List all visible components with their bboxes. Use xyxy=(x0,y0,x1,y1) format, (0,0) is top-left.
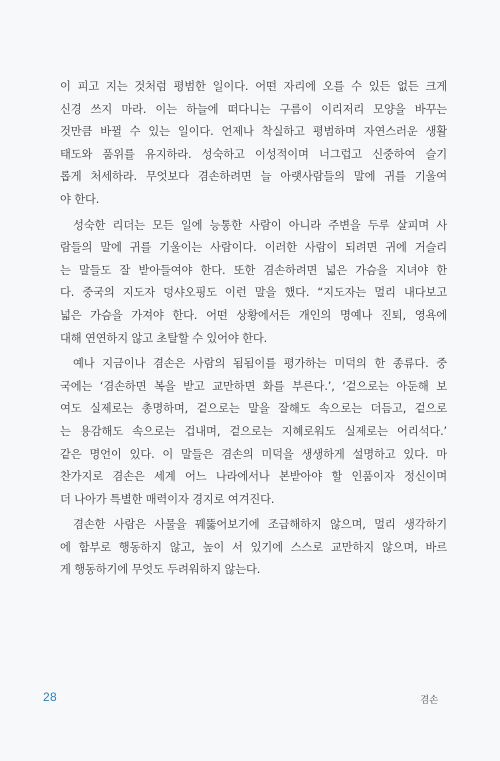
text-line: 람들의 말에 귀를 기울이는 사람이다. 이러한 사람이 되려면 귀에 거슬리 xyxy=(60,241,447,255)
text-line: 국에는 ‘겸손하면 복을 받고 교만하면 화를 부른다.’, ‘겉으로는 아둔해 보 xyxy=(60,379,447,393)
text-line: 넓은 가슴을 가져야 한다. 어떤 상황에서든 개인의 명예나 진퇴, 영욕에 xyxy=(60,308,447,322)
paragraph xyxy=(60,514,447,582)
text-line: 는 용감해도 속으로는 겁내며, 겉으로는 지혜로워도 실제로는 어리석다.’ xyxy=(60,424,447,438)
text-line: 는 말들도 잘 받아들여야 한다. 또한 겸손하려면 넓은 가슴을 지녀야 한 xyxy=(60,263,447,277)
text-line: 겸손한 사람은 사물을 꿰뚫어보기에 조급해하지 않으며, 멀리 생각하기 xyxy=(73,518,447,532)
text-line: 롭게 처세하라. 무엇보다 겸손하려면 늘 아랫사람들의 말에 귀를 기울여 xyxy=(60,170,447,184)
text-line: 다. 중국의 지도자 덩샤오핑도 이런 말을 했다. “지도자는 멀리 내다보고 xyxy=(60,286,447,300)
text-line: 신경 쓰지 마라. 이는 하늘에 떠다니는 구름이 이리저리 모양을 바꾸는 xyxy=(60,102,447,116)
text-line: 예나 지금이나 겸손은 사람의 됨됨이를 평가하는 미덕의 한 종류다. 중 xyxy=(73,357,447,371)
text-line: 것만큼 바뀔 수 있는 일이다. 언제나 착실하고 평범하며 자연스러운 생활 xyxy=(60,125,447,139)
text-line: 여도 실제로는 총명하며, 겉으로는 말을 잘해도 속으로는 더듬고, 겉으로 xyxy=(60,402,447,416)
text-line: 이 피고 지는 것처럼 평범한 일이다. 어떤 자리에 오를 수 있든 없든 크게 xyxy=(60,80,447,93)
text-line: 성숙한 리더는 모든 일에 능통한 사람이 아니라 주변을 두루 살피며 사 xyxy=(73,218,447,232)
paragraph xyxy=(60,215,447,351)
text-line: 태도와 품위를 유지하라. 성숙하고 이성적이며 너그럽고 신중하여 슬기 xyxy=(60,147,447,161)
text-line: 에 함부로 행동하지 않고, 높이 서 있기에 스스로 교만하지 않으며, 바르 xyxy=(60,540,447,554)
page-number: 28 xyxy=(43,690,57,704)
text-line: 게 행동하기에 무엇도 두려워하지 않는다. xyxy=(60,563,261,577)
text-line: 같은 명언이 있다. 이 말들은 겸손의 미덕을 생생하게 설명하고 있다. 마 xyxy=(60,447,447,461)
text-line: 더 나아가 특별한 매력이자 경지로 여겨진다. xyxy=(60,492,275,506)
text-line: 야 한다. xyxy=(60,192,100,206)
body-text xyxy=(60,76,447,582)
text-line: 대해 연연하지 않고 초탈할 수 있어야 한다. xyxy=(60,331,268,345)
paragraph xyxy=(60,76,447,212)
text-line: 찬가지로 겸손은 세계 어느 나라에서나 본받아야 할 인품이자 정신이며 xyxy=(60,470,447,484)
running-head: 겸손 xyxy=(420,695,439,706)
paragraph xyxy=(60,353,447,511)
